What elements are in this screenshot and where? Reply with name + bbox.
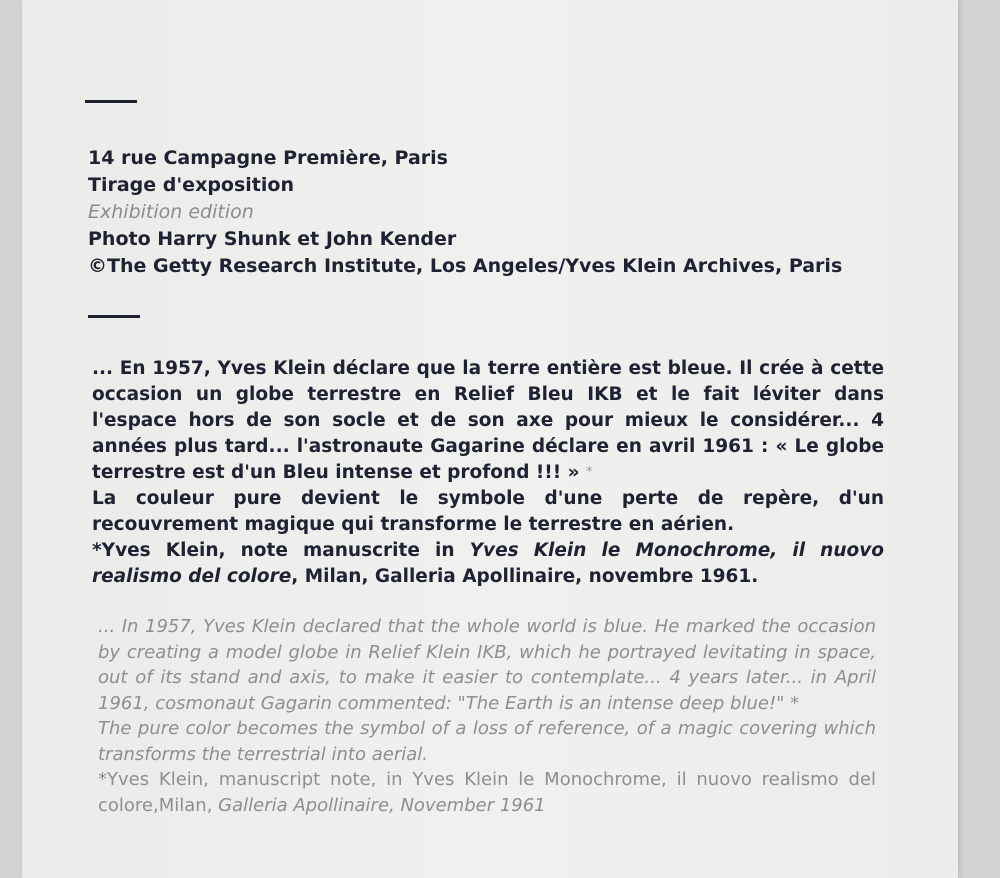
copyright-credit: ©The Getty Research Institute, Los Angeles/Yves Klein Archives, Paris <box>88 255 843 277</box>
english-paragraph-2: The pure color becomes the symbol of a loss of reference, of a magic covering which transforms the terrestrial into aerial. <box>98 718 876 765</box>
french-paragraph-2: La couleur pure devient le symbole d'une perte de repère, d'un recouvrement magique qui transforme le terrestre en aérien. <box>92 488 884 535</box>
edition-french: Tirage d'exposition <box>88 174 294 196</box>
french-asterisk: * <box>586 465 593 480</box>
french-note-suffix: , Milan, Galleria Apollinaire, novembre 1961. <box>291 566 759 587</box>
english-paragraph-1: ... In 1957, Yves Klein declared that the whole world is blue. He marked the occasion by creating a model globe in Relief Klein IKB, which he portrayed levitating in space, out of its stand and axis, to make it easier to contemplate... 4 years later... in April 1961, cosmonaut Gagarin commented: "The Earth is an intense deep blue!" * <box>98 616 876 714</box>
edition-english: Exhibition edition <box>88 201 254 223</box>
french-paragraph-1 <box>92 356 884 486</box>
french-text <box>92 356 884 590</box>
french-note-title: Yves Klein le Monochrome, il nuovo realismo del colore <box>92 540 885 587</box>
artwork-metadata <box>88 145 888 280</box>
english-text <box>98 614 876 818</box>
english-note-suffix: Galleria Apollinaire, November 1961 <box>218 794 546 816</box>
french-note-prefix: *Yves Klein, note manuscrite in <box>92 540 470 561</box>
english-note-prefix: *Yves Klein, manuscript note, in Yves Klein le Monochrome, il nuovo realismo del colore,Milan, <box>98 769 876 816</box>
english-note <box>98 767 876 818</box>
photo-credit: Photo Harry Shunk et John Kender <box>88 228 457 250</box>
french-note <box>92 538 884 590</box>
address: 14 rue Campagne Première, Paris <box>88 147 448 169</box>
middle-divider <box>88 315 140 318</box>
french-paragraph-1-text: ... En 1957, Yves Klein déclare que la terre entière est bleue. Il crée à cette occasion un globe terrestre en Relief Bleu IKB et le fait léviter dans l'espace hors de son socle et de son axe pour mieux le considérer... 4 années plus tard... l'astronaute Gagarine déclare en avril 1961 : « Le globe terrestre est d'un Bleu intense et profond !!! » <box>92 358 884 483</box>
top-divider <box>85 100 137 103</box>
